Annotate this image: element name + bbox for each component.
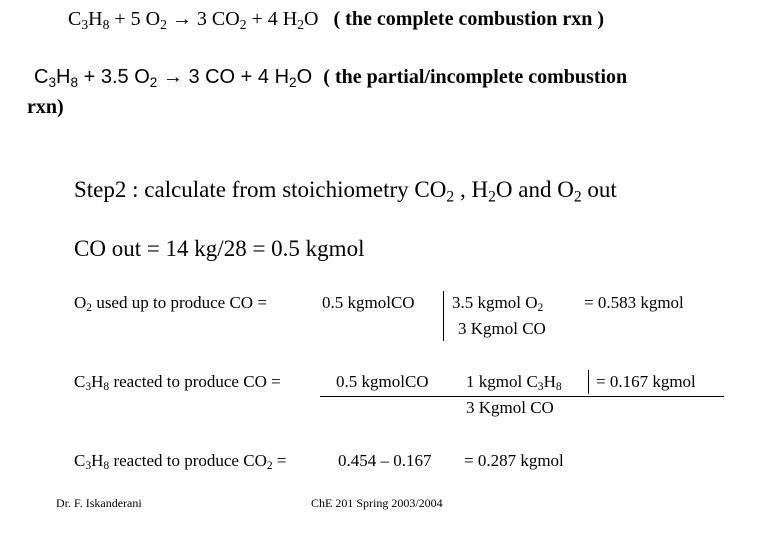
sub: 3 <box>81 16 89 32</box>
sub: 3 <box>48 74 57 90</box>
footer-author: Dr. F. Iskanderani <box>56 496 142 510</box>
co-out-line: CO out = 14 kg/28 = 0.5 kgmol <box>74 236 365 261</box>
text: 3.5 kgmol O <box>452 293 538 312</box>
text: + 5 O <box>114 8 161 30</box>
text: 1 kgmol C <box>466 372 538 391</box>
text: C <box>68 8 82 30</box>
text: O <box>304 8 319 30</box>
c3h8-co-numerator <box>466 372 562 392</box>
sub: 2 <box>537 301 544 315</box>
text: rxn) <box>27 96 64 118</box>
text: 3 CO <box>196 8 240 30</box>
o2-calc-result: = 0.583 kgmol <box>584 293 684 312</box>
text: C <box>74 451 86 470</box>
c3h8-co2-label <box>74 451 286 471</box>
sub: 8 <box>555 380 562 394</box>
reaction-note-continuation <box>27 96 64 119</box>
sub: 2 <box>239 16 247 32</box>
reaction-arrow-icon: → <box>171 8 192 30</box>
text: 3 CO + 4 H <box>188 66 290 88</box>
text: O <box>74 293 87 312</box>
sub: 2 <box>297 16 305 32</box>
sub: 3 <box>85 459 92 473</box>
sub: 8 <box>70 74 79 90</box>
partial-combustion-equation <box>34 66 627 89</box>
text: = <box>272 451 287 470</box>
sub: 2 <box>446 188 455 206</box>
text: C <box>34 66 49 88</box>
sub: 8 <box>103 459 110 473</box>
footer-course: ChE 201 Spring 2003/2004 <box>311 496 443 510</box>
text: reacted to produce CO <box>109 451 267 470</box>
sub: 2 <box>488 188 496 206</box>
text: out <box>581 177 617 202</box>
text: + 4 H <box>251 8 298 30</box>
sub: 2 <box>160 16 167 32</box>
reaction-note: ( the complete combustion rxn ) <box>333 8 605 30</box>
text: H <box>88 8 103 30</box>
sub: 2 <box>149 74 158 90</box>
c3h8-co-result: = 0.167 kgmol <box>596 372 696 391</box>
text: reacted to produce CO = <box>109 372 281 391</box>
text: O <box>296 66 313 88</box>
fraction-bar <box>320 396 724 397</box>
text: used up to produce CO = <box>92 293 267 312</box>
complete-combustion-equation <box>68 8 604 31</box>
fraction-divider <box>443 291 444 341</box>
reaction-note: ( the partial/incomplete combustion <box>323 66 628 88</box>
text: H <box>91 372 104 391</box>
sub: 2 <box>573 188 582 206</box>
sub: 2 <box>86 301 93 315</box>
sub: 3 <box>85 380 92 394</box>
c3h8-co2-result: = 0.287 kgmol <box>464 451 564 470</box>
sub: 3 <box>537 380 544 394</box>
sub: 8 <box>103 380 110 394</box>
text: H <box>56 66 71 88</box>
c3h8-co-denominator: 3 Kgmol CO <box>466 398 554 417</box>
c3h8-co-label <box>74 372 281 392</box>
text: H <box>543 372 556 391</box>
o2-calc-term: 0.5 kgmolCO <box>322 293 415 312</box>
text: + 3.5 O <box>83 66 150 88</box>
c3h8-co2-term: 0.454 – 0.167 <box>338 451 432 470</box>
c3h8-co-term: 0.5 kgmolCO <box>336 372 429 391</box>
o2-calc-label <box>74 293 267 313</box>
text: H <box>91 451 104 470</box>
step2-heading <box>74 177 617 206</box>
fraction-divider <box>588 370 589 394</box>
sub: 2 <box>289 74 297 90</box>
sub: 2 <box>266 459 273 473</box>
text: Step2 : calculate from stoichiometry CO <box>74 177 447 202</box>
text: C <box>74 372 86 391</box>
sub: 8 <box>102 16 110 32</box>
text: O and O <box>495 177 574 202</box>
o2-calc-denominator: 3 Kgmol CO <box>458 319 546 338</box>
text: , H <box>454 177 489 202</box>
o2-calc-numerator <box>452 293 543 313</box>
reaction-arrow-icon: → <box>162 66 183 88</box>
